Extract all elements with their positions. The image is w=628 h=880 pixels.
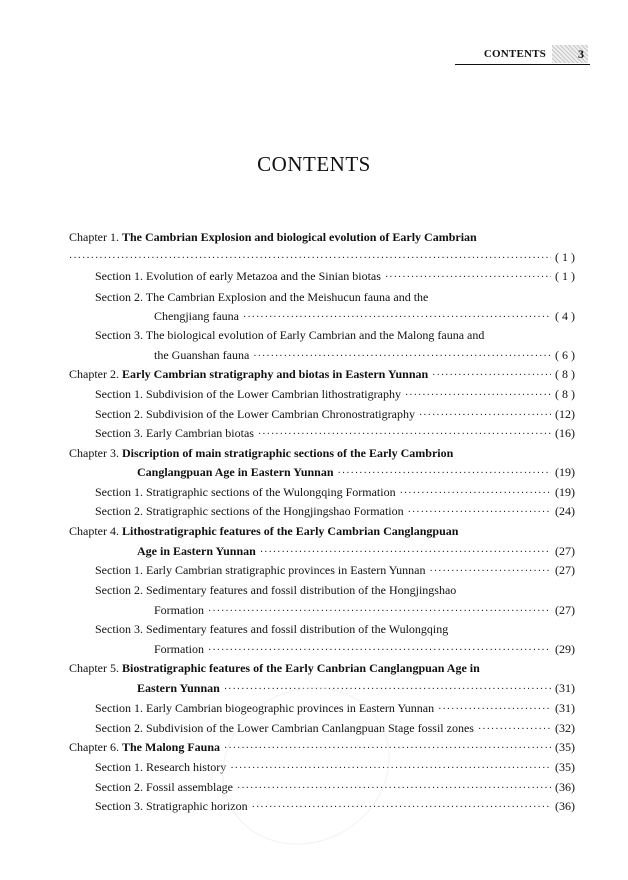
toc-section-1-3-cont[interactable]	[154, 347, 575, 365]
chapter-title: Age in Eastern Yunnan	[137, 544, 256, 558]
toc-section-1-1[interactable]	[95, 268, 575, 286]
dot-leader	[408, 505, 551, 521]
page-title: CONTENTS	[257, 152, 371, 176]
dot-leader	[208, 604, 551, 620]
page-ref: (36)	[555, 799, 575, 813]
chapter-title: Early Cambrian stratigraphy and biotas in Eastern Yunnan	[122, 367, 429, 381]
dot-leader	[258, 427, 551, 443]
section-title: Chengjiang fauna	[154, 309, 239, 323]
dot-leader	[385, 270, 551, 286]
page-ref: (19)	[555, 465, 575, 479]
section-title: Section 2. Subdivision of the Lower Cambrian Canlangpuan Stage fossil zones	[95, 721, 474, 735]
toc-chapter-1[interactable]	[69, 229, 477, 245]
section-title: Section 1. Subdivision of the Lower Cambrian lithostratigraphy	[95, 387, 401, 401]
toc-section-4-3-cont[interactable]	[154, 641, 575, 659]
section-title: Section 3. Stratigraphic horizon	[95, 799, 248, 813]
page-ref: (24)	[555, 504, 575, 518]
toc-section-1-3[interactable]	[95, 327, 484, 343]
section-title: Formation	[154, 603, 204, 617]
chapter-title: Lithostratigraphic features of the Early Cambrian Canglangpuan	[122, 524, 459, 538]
page-ref: (35)	[555, 740, 575, 754]
section-title: Section 3. The biological evolution of Early Cambrian and the Malong fauna and	[95, 328, 485, 342]
toc-chapter-4[interactable]	[69, 523, 458, 539]
toc-section-2-2[interactable]	[95, 406, 575, 424]
page-ref: (19)	[555, 485, 575, 499]
chapter-title: The Malong Fauna	[122, 740, 221, 754]
page-ref: (35)	[555, 760, 575, 774]
chapter-number: Chapter 2.	[69, 367, 119, 381]
running-header-title: CONTENTS	[483, 48, 546, 60]
page-ref: (36)	[555, 780, 575, 794]
chapter-title: Biostratigraphic features of the Early Canbrian Canglangpuan Age in	[122, 661, 480, 675]
page-ref: ( 6 )	[555, 348, 575, 362]
toc-section-4-3[interactable]	[95, 621, 448, 637]
chapter-title: Discription of main stratigraphic sections of the Early Cambrion	[122, 446, 454, 460]
page-ref: ( 4 )	[555, 309, 575, 323]
page-ref: (31)	[555, 681, 575, 695]
section-title: Section 2. The Cambrian Explosion and the Meishucun fauna and the	[95, 290, 429, 304]
toc-chapter-1-page[interactable]	[69, 249, 575, 267]
dot-leader	[438, 702, 551, 718]
dot-leader	[432, 368, 551, 384]
page-ref: (16)	[555, 426, 575, 440]
page-ref: (12)	[555, 407, 575, 421]
page-ref: (27)	[555, 603, 575, 617]
page-ref: (31)	[555, 701, 575, 715]
dot-leader	[260, 545, 551, 561]
dot-leader	[400, 486, 551, 502]
section-title: Section 2. Subdivision of the Lower Cambrian Chronostratigraphy	[95, 407, 415, 421]
toc-section-4-2-cont[interactable]	[154, 602, 575, 620]
header-rule	[455, 64, 590, 65]
dot-leader	[419, 408, 551, 424]
page-ref: ( 1 )	[555, 269, 575, 283]
toc-chapter-5[interactable]	[69, 660, 480, 676]
section-title: Section 2. Fossil assemblage	[95, 780, 233, 794]
page-ref: (27)	[555, 544, 575, 558]
dot-leader	[253, 349, 551, 365]
section-title: Section 1. Early Cambrian stratigraphic provinces in Eastern Yunnan	[95, 563, 426, 577]
section-title: Section 3. Early Cambrian biotas	[95, 426, 254, 440]
page-ref: ( 8 )	[555, 367, 575, 381]
chapter-number: Chapter 4.	[69, 524, 119, 538]
chapter-number: Chapter 1.	[69, 230, 119, 244]
chapter-title: The Cambrian Explosion and biological evolution of Early Cambrian	[122, 230, 477, 244]
section-title: Section 1. Evolution of early Metazoa and the Sinian biotas	[95, 269, 381, 283]
section-title: Section 2. Sedimentary features and fossil distribution of the Hongjingshao	[95, 583, 457, 597]
dot-leader	[208, 643, 551, 659]
toc-chapter-3[interactable]	[69, 445, 453, 461]
toc-section-4-2[interactable]	[95, 582, 456, 598]
toc-chapter-5-cont[interactable]	[137, 680, 575, 698]
dot-leader	[243, 310, 551, 326]
toc-section-1-2-cont[interactable]	[154, 308, 575, 326]
dot-leader	[338, 466, 551, 482]
section-title: Section 1. Early Cambrian biogeographic provinces in Eastern Yunnan	[95, 701, 435, 715]
page-number: 3	[552, 45, 588, 63]
running-header	[484, 44, 588, 64]
chapter-title: Eastern Yunnan	[137, 681, 220, 695]
page-ref: (29)	[555, 642, 575, 656]
toc-section-1-2[interactable]	[95, 289, 428, 305]
page-ref: (32)	[555, 721, 575, 735]
section-title: Section 2. Stratigraphic sections of the Hongjingshao Formation	[95, 504, 404, 518]
section-title: Formation	[154, 642, 204, 656]
toc-section-3-1[interactable]	[95, 484, 575, 502]
chapter-title: Canglangpuan Age in Eastern Yunnan	[137, 465, 334, 479]
chapter-number: Chapter 6.	[69, 740, 119, 754]
toc-section-4-1[interactable]	[95, 562, 575, 580]
dot-leader	[429, 564, 551, 580]
toc-chapter-4-cont[interactable]	[137, 543, 575, 561]
section-title: the Guanshan fauna	[154, 348, 250, 362]
toc-section-2-1[interactable]	[95, 386, 575, 404]
toc-section-3-2[interactable]	[95, 503, 575, 521]
dot-leader	[69, 251, 551, 267]
toc-section-2-3[interactable]	[95, 425, 575, 443]
toc-chapter-2[interactable]	[69, 366, 575, 384]
dot-leader	[405, 388, 551, 404]
page-ref: ( 8 )	[555, 387, 575, 401]
section-title: Section 3. Sedimentary features and fossil distribution of the Wulongqing	[95, 622, 449, 636]
dot-leader	[478, 722, 551, 738]
page-ref: ( 1 )	[555, 250, 575, 264]
page-ref: (27)	[555, 563, 575, 577]
section-title: Section 1. Stratigraphic sections of the Wulongqing Formation	[95, 485, 396, 499]
chapter-number: Chapter 5.	[69, 661, 119, 675]
section-title: Section 1. Research history	[95, 760, 227, 774]
chapter-number: Chapter 3.	[69, 446, 119, 460]
toc-chapter-3-cont[interactable]	[137, 464, 575, 482]
dot-leader	[224, 682, 551, 698]
